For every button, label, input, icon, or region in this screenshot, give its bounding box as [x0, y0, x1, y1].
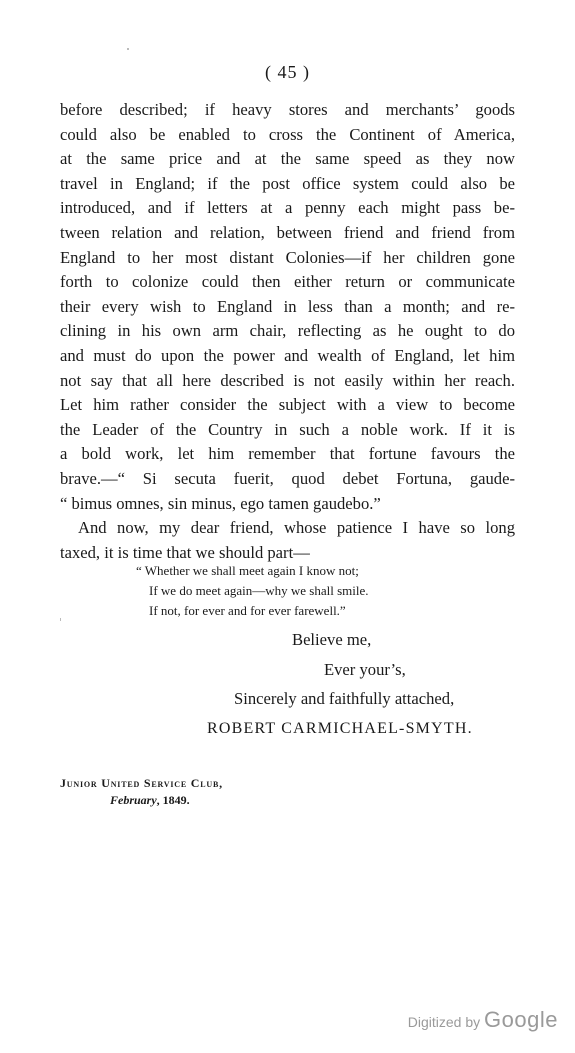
- date-year: , 1849.: [156, 793, 190, 807]
- closing-believe-me: Believe me,: [292, 630, 372, 649]
- closing-sincerely: Sincerely and faithfully attached,: [234, 689, 455, 708]
- ink-speck: [60, 618, 61, 621]
- text-line: the Leader of the Country in such a noble work. If it is: [60, 419, 515, 439]
- text-line: before described; if heavy stores and merchants’ goods: [60, 100, 515, 119]
- text-line: at the same price and at the same speed as they now: [60, 149, 515, 169]
- text-line: not say that all here described is not easily within her reach.: [60, 370, 515, 390]
- digitized-watermark: [408, 1007, 558, 1033]
- verse-quotation: [136, 561, 369, 621]
- body-text: [60, 98, 515, 565]
- text-line: their every wish to England in less than a month; and re-: [60, 296, 515, 316]
- verse-line: “ Whether we shall meet again I know not;: [136, 563, 359, 578]
- text-line: And now, my dear friend, whose patience I have so long: [78, 518, 515, 538]
- text-line: tween relation and relation, between friend and friend from: [60, 222, 515, 242]
- verse-line: If not, for ever and for ever farewell.”: [149, 603, 346, 618]
- google-logo: Google: [484, 1007, 558, 1032]
- text-line: brave.—“ Si secuta fuerit, quod debet Fortuna, gaude-: [60, 468, 515, 488]
- date-line: [60, 792, 223, 809]
- signature: ROBERT CARMICHAEL-SMYTH.: [207, 720, 473, 737]
- watermark-prefix: Digitized by: [407, 1014, 485, 1030]
- text-line: forth to colonize could then either return or communicate: [60, 272, 515, 292]
- text-line: taxed, it is time that we should part—: [60, 542, 310, 562]
- text-line: introduced, and if letters at a penny each might pass be-: [60, 198, 515, 218]
- text-line: Let him rather consider the subject with a view to become: [60, 395, 515, 415]
- verse-line: If we do meet again—why we shall smile.: [149, 583, 369, 598]
- text-line: could also be enabled to cross the Continent of America,: [60, 124, 515, 144]
- text-line: travel in England; if the post office system could also be: [60, 173, 515, 193]
- ink-speck: [127, 48, 129, 50]
- date-month: February: [110, 793, 157, 807]
- text-line: England to her most distant Colonies—if her children gone: [60, 247, 515, 267]
- address-block: [60, 775, 223, 809]
- text-line: “ bimus omnes, sin minus, ego tamen gaudebo.”: [60, 493, 381, 513]
- page-number: ( 45 ): [265, 62, 310, 82]
- text-line: clining in his own arm chair, reflecting as he ought to do: [60, 321, 515, 341]
- text-line: a bold work, let him remember that fortune favours the: [60, 444, 515, 464]
- club-name: Junior United Service Club,: [60, 776, 223, 790]
- text-line: and must do upon the power and wealth of England, let him: [60, 345, 515, 365]
- closing-ever-yours: Ever your’s,: [324, 660, 406, 679]
